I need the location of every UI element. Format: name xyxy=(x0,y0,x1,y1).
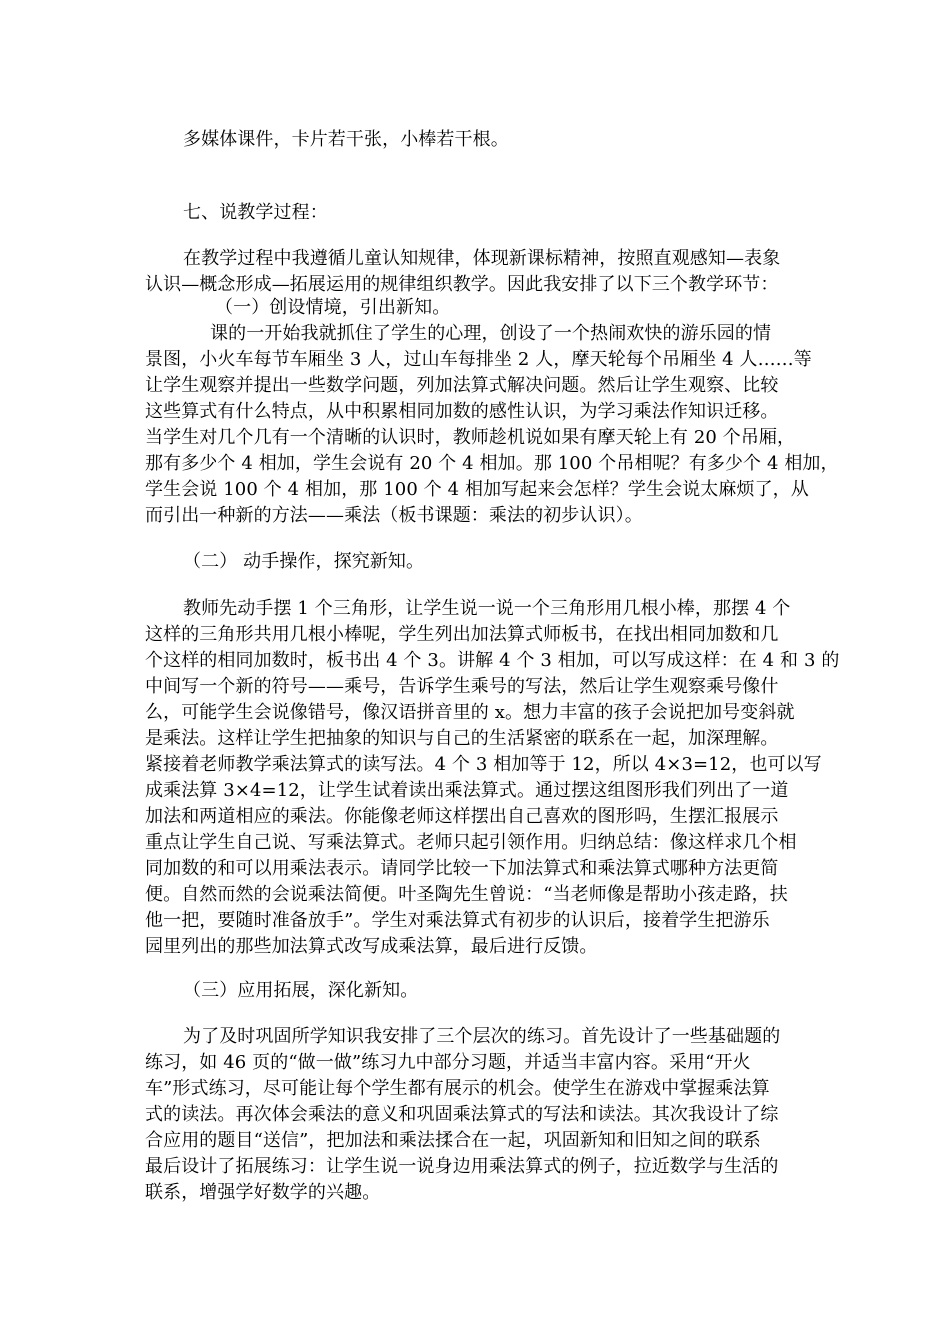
part-two-line-9: 加法和两道相应的乘法。你能像老师这样摆出自己喜欢的图形吗，生摆汇报展示 xyxy=(145,806,779,827)
part-one-line-3: 让学生观察并提出一些数学问题，列加法算式解决问题。然后让学生观察、比较 xyxy=(145,375,779,396)
part-one-line-5: 当学生对几个几有一个清晰的认识时，教师趁机说如果有摩天轮上有 20 个吊厢， xyxy=(145,427,796,448)
part-two-line-6: 是乘法。这样让学生把抽象的知识与自己的生活紧密的联系在一起，加深理解。 xyxy=(145,728,779,749)
part-three-line-5: 合应用的题目“送信”，把加法和乘法揉合在一起，巩固新知和旧知之间的联系 xyxy=(145,1130,761,1151)
section-seven-heading: 七、说教学过程： xyxy=(183,202,328,223)
part-one-line-4: 这些算式有什么特点，从中积累相同加数的感性认识，为学习乘法作知识迁移。 xyxy=(145,401,779,422)
intro-line-2: 认识—概念形成—拓展运用的规律组织教学。因此我安排了以下三个教学环节： xyxy=(145,274,779,295)
part-two-line-5: 么，可能学生会说像错号，像汉语拼音里的 x。想力丰富的孩子会说把加号变斜就 xyxy=(145,702,795,723)
part-three-line-6: 最后设计了拓展练习：让学生说一说身边用乘法算式的例子，拉近数学与生活的 xyxy=(145,1156,779,1177)
part-two-line-11: 同加数的和可以用乘法表示。请同学比较一下加法算式和乘法算式哪种方法更简 xyxy=(145,858,779,879)
part-two-line-3: 个这样的相同加数时，板书出 4 个 3。讲解 4 个 3 相加，可以写成这样：在 4 和 3 的 xyxy=(145,650,840,671)
part-two-line-4: 中间写一个新的符号——乘号，告诉学生乘号的写法，然后让学生观察乘号像什 xyxy=(145,676,779,697)
part-three-line-1: 为了及时巩固所学知识我安排了三个层次的练习。首先设计了一些基础题的 xyxy=(183,1026,781,1047)
part-two-line-8: 成乘法算 3×4=12，让学生试着读出乘法算式。通过摆这组图形我们列出了一道 xyxy=(145,780,789,801)
part-three-line-2: 练习，如 46 页的“做一做”练习九中部分习题，并适当丰富内容。采用“开火 xyxy=(145,1052,751,1073)
part-two-heading: （二） 动手操作，探究新知。 xyxy=(183,551,425,572)
part-two-line-13: 他一把，要随时准备放手”。学生对乘法算式有初步的认识后，接着学生把游乐 xyxy=(145,910,770,931)
part-two-line-12: 便。自然而然的会说乘法简便。叶圣陶先生曾说：“当老师像是帮助小孩走路，扶 xyxy=(145,884,788,905)
materials-line: 多媒体课件，卡片若干张，小棒若干根。 xyxy=(183,129,509,150)
part-two-line-2: 这样的三角形共用几根小棒呢，学生列出加法算式师板书，在找出相同加数和几 xyxy=(145,624,779,645)
intro-line-1: 在教学过程中我遵循儿童认知规律，体现新课标精神，按照直观感知—表象 xyxy=(183,248,781,269)
part-two-line-14: 园里列出的那些加法算式改写成乘法算，最后进行反馈。 xyxy=(145,936,598,957)
part-three-line-7: 联系，增强学好数学的兴趣。 xyxy=(145,1182,381,1203)
part-one-line-6: 那有多少个 4 相加，学生会说有 20 个 4 相加。那 100 个吊相呢？有多少个 4 相加， xyxy=(145,453,839,474)
part-three-heading: （三）应用拓展，深化新知。 xyxy=(183,980,419,1001)
part-two-line-10: 重点让学生自己说、写乘法算式。老师只起引领作用。归纳总结：像这样求几个相 xyxy=(145,832,797,853)
part-three-line-3: 车”形式练习，尽可能让每个学生都有展示的机会。使学生在游戏中掌握乘法算 xyxy=(145,1078,770,1099)
part-one-line-7: 学生会说 100 个 4 相加，那 100 个 4 相加写起来会怎样？学生会说太麻烦了，从 xyxy=(145,479,809,500)
part-one-heading: （一）创设情境，引出新知。 xyxy=(215,297,451,318)
part-two-line-1: 教师先动手摆 1 个三角形，让学生说一说一个三角形用几根小棒，那摆 4 个 xyxy=(183,598,791,619)
part-one-line-8: 而引出一种新的方法——乘法（板书课题：乘法的初步认识）。 xyxy=(145,505,643,526)
part-two-line-7: 紧接着老师教学乘法算式的读写法。4 个 3 相加等于 12，所以 4×3=12，也可以写 xyxy=(145,754,822,775)
part-one-line-1: 课的一开始我就抓住了学生的心理，创设了一个热闹欢快的游乐园的情 xyxy=(210,323,772,344)
part-one-line-2: 景图，小火车每节车厢坐 3 人，过山车每排坐 2 人，摩天轮每个吊厢坐 4 人……等 xyxy=(145,349,812,370)
part-three-line-4: 式的读法。再次体会乘法的意义和巩固乘法算式的写法和读法。其次我设计了综 xyxy=(145,1104,779,1125)
